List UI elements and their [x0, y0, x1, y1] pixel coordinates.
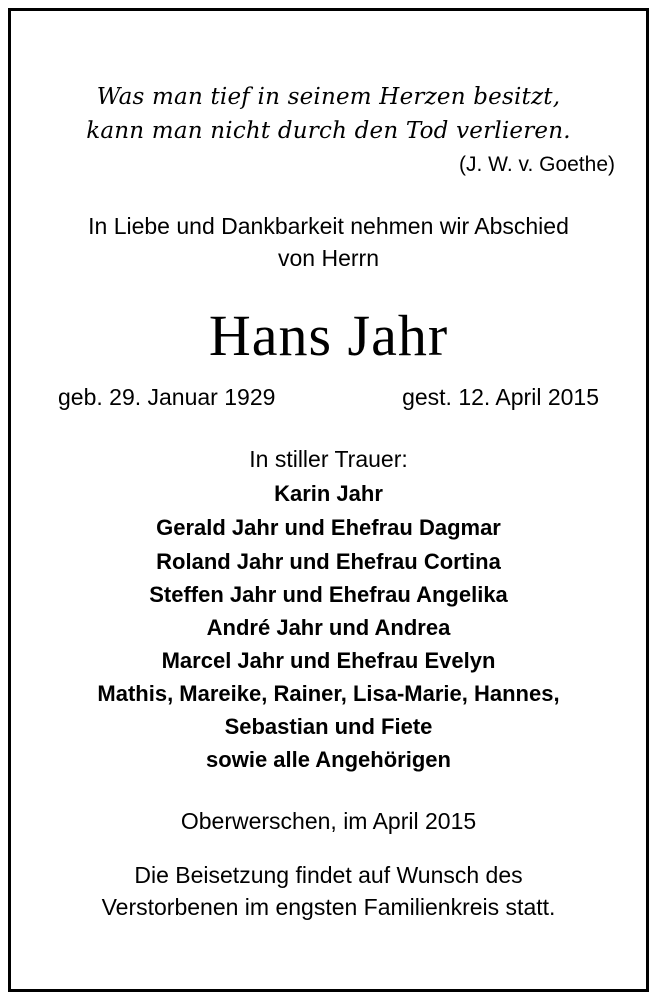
funeral-note-line-2: Verstorbenen im engsten Familienkreis statt. [101, 894, 556, 920]
mourner-line: Roland Jahr und Ehefrau Cortina [156, 549, 501, 574]
intro-line-1: In Liebe und Dankbarkeit nehmen wir Abschied [88, 213, 569, 239]
mourner-line: Marcel Jahr und Ehefrau Evelyn [161, 648, 496, 673]
mourner-line: Steffen Jahr und Ehefrau Angelika [149, 582, 508, 607]
quote-line-2: kann man nicht durch den Tod verlieren. [86, 118, 571, 144]
intro-line-2: von Herrn [278, 245, 379, 271]
quote-line-1: Was man tief in seinem Herzen besitzt, [96, 84, 561, 110]
mourner-line: André Jahr und Andrea [206, 615, 451, 640]
deceased-name: Hans Jahr [208, 303, 449, 368]
mourner-line: Sebastian und Fiete [224, 714, 433, 739]
place-date: Oberwerschen, im April 2015 [180, 808, 477, 834]
mourner-line: Mathis, Mareike, Rainer, Lisa-Marie, Hannes, [97, 681, 560, 706]
mourner-line: sowie alle Angehörigen [206, 747, 451, 772]
quote-author: (J. W. v. Goethe) [459, 153, 615, 176]
mourners-heading: In stiller Trauer: [249, 446, 408, 472]
birth-date: geb. 29. Januar 1929 [58, 384, 276, 410]
death-date: gest. 12. April 2015 [402, 384, 599, 410]
mourner-line: Karin Jahr [274, 481, 383, 506]
mourner-line: Gerald Jahr und Ehefrau Dagmar [156, 515, 501, 540]
funeral-note-line-1: Die Beisetzung findet auf Wunsch des [134, 862, 523, 888]
